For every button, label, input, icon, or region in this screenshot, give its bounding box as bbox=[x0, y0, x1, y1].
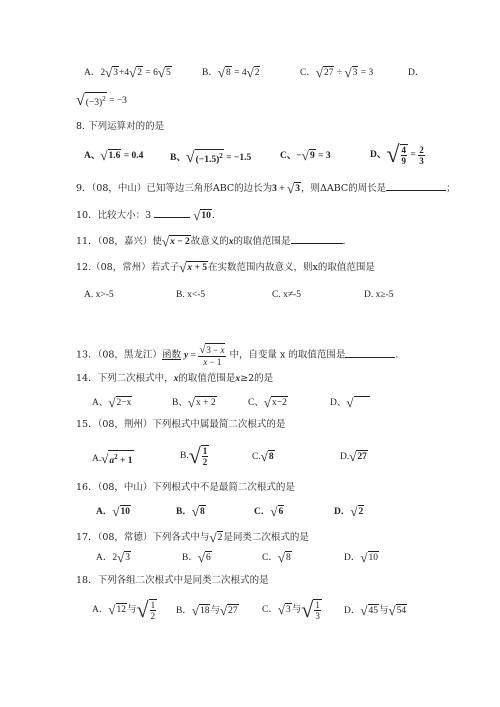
q9-answer-blank[interactable] bbox=[386, 190, 446, 191]
q17-option-a: A．2√3 bbox=[96, 549, 131, 565]
q14-option-a: A、√2−x bbox=[92, 394, 132, 410]
q13-answer-blank[interactable] bbox=[345, 357, 395, 358]
q15-option-c: C.√8 bbox=[252, 448, 274, 464]
q12-option-a: A. x>-5 bbox=[84, 290, 114, 300]
q14-option-b: B、√x + 2 bbox=[172, 394, 216, 410]
q15-option-d: D.√27 bbox=[340, 448, 367, 464]
q8-option-b: B、$√(-1.5)^2 = -1.5$ bbox=[170, 148, 252, 166]
q11-stem: 11．（08，嘉兴）使√x − 2故意义的x的取值范围是 . bbox=[76, 233, 346, 249]
q18-option-b: B．√18与√27 bbox=[176, 602, 238, 618]
q18-stem: 18．下列各组二次根式中是同类二次根式的是 bbox=[76, 575, 269, 586]
q16-stem: 16．（08，中山）下列根式中不是最简二次根式的是 bbox=[76, 482, 295, 493]
q9-stem: 9．（08，中山）已知等边三角形ABC的边长为3 + √3，则ΔABC的周长是 ； bbox=[76, 180, 456, 196]
q7-option-c: C．√27 ÷ √3 = 3 bbox=[300, 64, 374, 80]
q10-stem: 10．比较大小：3 √10. bbox=[76, 207, 215, 223]
q12-option-c: C. x≠-5 bbox=[272, 290, 301, 300]
q16-option-d: D．√2 bbox=[334, 503, 364, 519]
q16-option-c: C．√6 bbox=[254, 503, 284, 519]
q15-option-b: B.√ $\frac{1}{2}$ bbox=[180, 443, 208, 468]
q7-option-a: A．2√3+4√2 = 6√5 bbox=[84, 64, 171, 80]
q12-option-d: D. x≥-5 bbox=[364, 290, 394, 300]
q18-option-a: A．√12与√ $\frac{1}{2}$ bbox=[92, 597, 156, 622]
q16-option-b: B．√8 bbox=[176, 503, 205, 519]
q18-option-c: C．√3与√ $\frac{1}{3}$ bbox=[262, 597, 320, 622]
q17-option-b: B．√6 bbox=[182, 549, 211, 565]
q8-option-c: C、−√9 = 3 bbox=[280, 147, 331, 163]
q16-option-a: A．√10 bbox=[96, 503, 131, 519]
q7-option-d-expression: $√(-3)^2 = -3$ bbox=[76, 91, 127, 109]
q17-option-d: D．√10 bbox=[344, 549, 379, 565]
q12-stem: 12.（08，常州）若式子√x + 5在实数范围内故意义，则x的取值范围是 bbox=[76, 259, 375, 275]
q14-option-c: C、√x−2 bbox=[248, 394, 287, 410]
q15-option-a: $A.√a^2 + 1$ bbox=[92, 450, 133, 467]
q8-stem: 8. 下列运算对的的是 bbox=[76, 121, 165, 132]
q11-answer-blank[interactable] bbox=[291, 243, 343, 244]
q7-option-b: B．√8 = 4√2 bbox=[202, 64, 260, 80]
q17-stem: 17．（08，常德）下列各式中与√2是同类二次根式的是 bbox=[76, 529, 309, 545]
q12-option-b: B. x<-5 bbox=[176, 290, 206, 300]
q10-answer-blank[interactable] bbox=[154, 217, 190, 218]
q8-option-a: A、√1.6 = 0.4 bbox=[84, 147, 144, 163]
q14-option-d: D、√ bbox=[330, 396, 370, 410]
q7-option-d-label: D． bbox=[408, 68, 425, 78]
q18-option-d: D．√45与√54 bbox=[344, 602, 407, 618]
q14-stem: 14．下列二次根式中，x的取值范围是x≥2的是 bbox=[76, 373, 274, 384]
q8-option-d: D、√ $\frac{4}{9}$ = $\frac{2}{3}$ bbox=[370, 142, 424, 168]
q17-option-c: C．√8 bbox=[262, 549, 291, 565]
q15-stem: 15．（08，荆州）下列根式中属最简二次根式的是 bbox=[76, 419, 286, 430]
q13-stem: 13．（08，黑龙江）函数 y = $\frac{√3 - x}{x - 1}$ 中，自变量 x 的取值范围是 . bbox=[76, 343, 399, 367]
function-link[interactable]: 函数 bbox=[161, 349, 181, 361]
